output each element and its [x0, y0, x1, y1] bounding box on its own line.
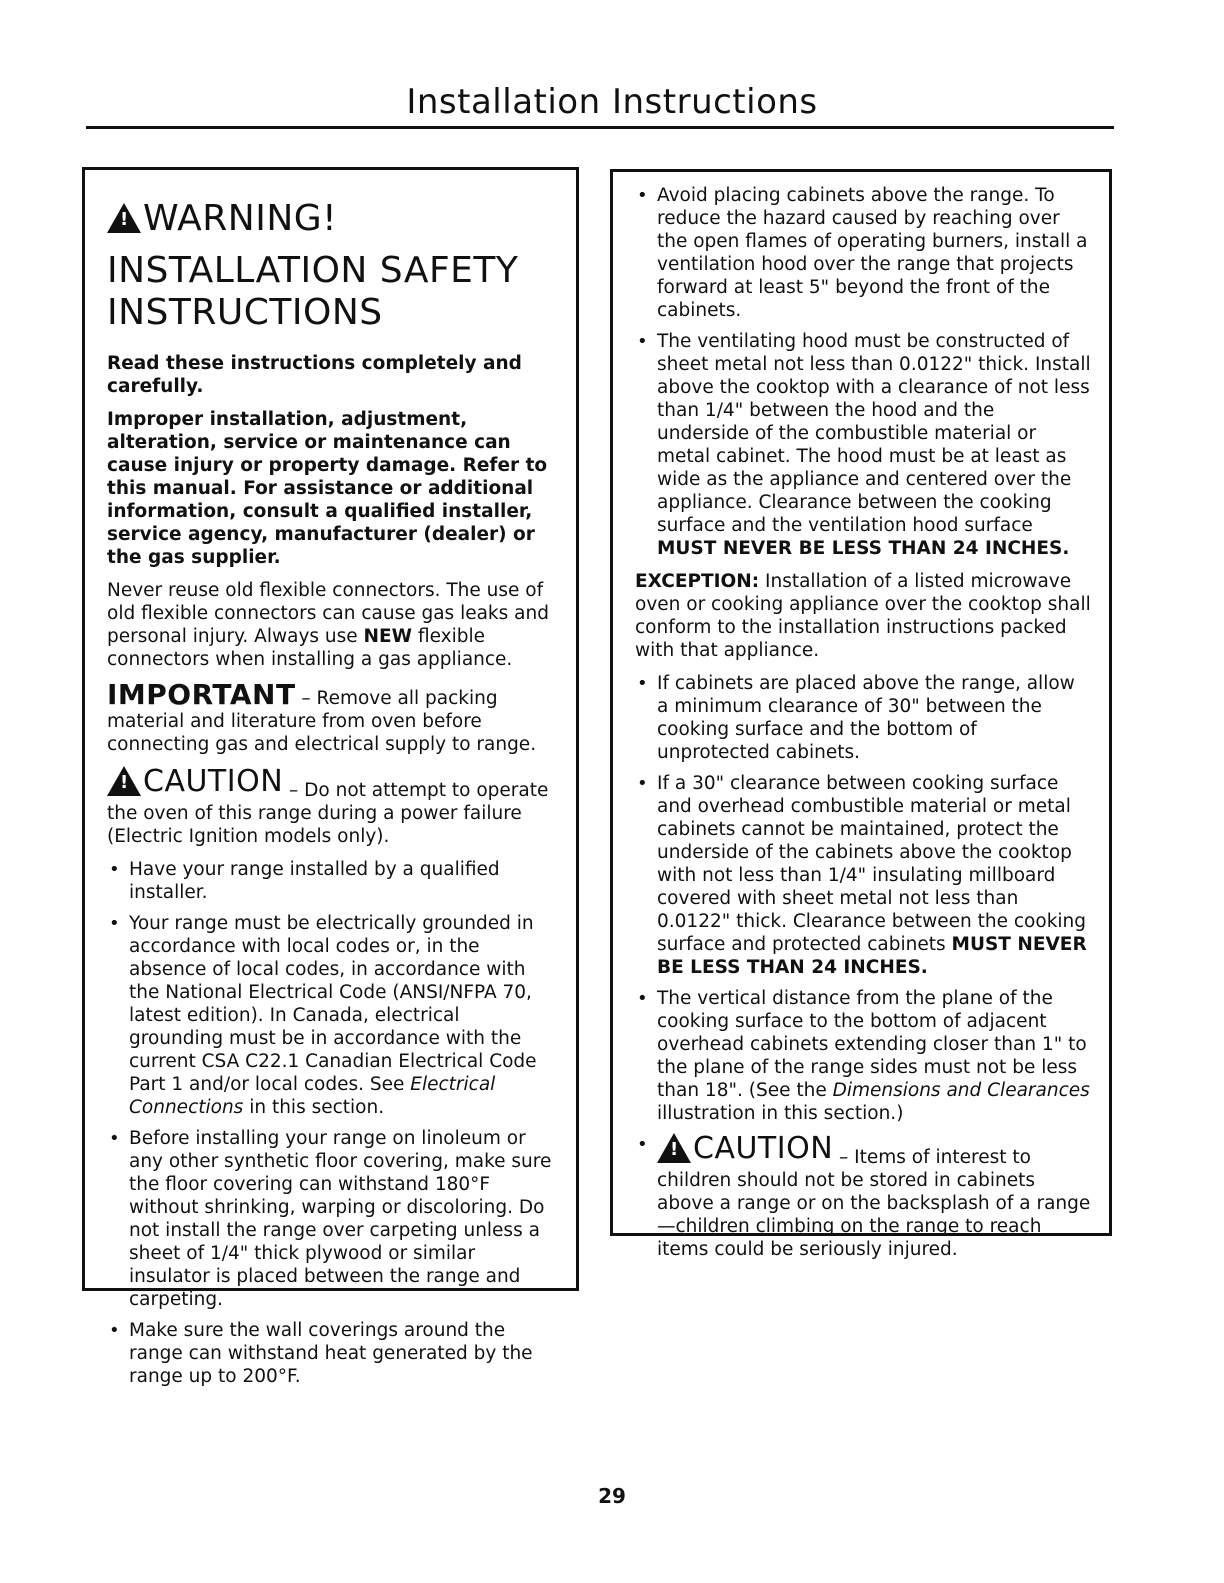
- list-item: [107, 858, 558, 904]
- bullet-emphasis: MUST NEVER BE LESS THAN 24 INCHES.: [657, 538, 1070, 559]
- bullet-text: If a 30" clearance between cooking surface and overhead combustible material or metal cabinets cannot be maintained, protect the underside of the cabinets above the cooktop with not less than 1/4" insulating millboard covered with sheet metal not less than 0.0122" thick. Clearance between the cooking surface and protected cabinets: [657, 773, 1087, 955]
- bullet-text: The ventilating hood must be constructed of sheet metal not less than 0.0122" thick. Install above the cooktop with a clearance of not less than 1/4" between the hood and the underside of the combustible material or metal cabinet. The hood must be at least as wide as the appliance and centered over the appliance. Clearance between the cooking surface and the ventilation hood surface: [657, 331, 1091, 536]
- read-instructions: Read these instructions completely and carefully.: [107, 353, 522, 397]
- safety-title: [107, 250, 558, 334]
- left-bullet-list: [107, 858, 558, 1388]
- safety-title-line-1: INSTALLATION SAFETY: [107, 250, 519, 291]
- important-paragraph: [107, 678, 558, 756]
- exception-label: EXCEPTION:: [635, 571, 760, 592]
- bullet-text: in this section.: [243, 1097, 385, 1118]
- right-bullet-list-1: [635, 184, 1091, 560]
- bullet-emphasis: MUST NEVER BE LESS THAN 24 INCHES.: [657, 934, 1087, 978]
- caution-triangle-icon: [107, 766, 141, 796]
- list-item: [635, 772, 1091, 979]
- list-item: [635, 987, 1091, 1125]
- connectors-text-2: flexible connectors when installing a gas appliance.: [107, 626, 513, 670]
- important-label: IMPORTANT: [107, 678, 296, 711]
- bullet-text: If cabinets are placed above the range, allow a minimum clearance of 30" between the cooking surface and the bottom of unprotected cabinets.: [657, 673, 1075, 763]
- caution-text: – Items of interest to children should not be stored in cabinets above a range or on the backsplash of a range—children climbing on the range to reach items could be seriously injured.: [657, 1147, 1091, 1260]
- important-text: – Remove all packing material and literature from oven before connecting gas and electrical supply to range.: [107, 688, 537, 755]
- page-number: 29: [598, 1484, 626, 1508]
- bullet-text: Before installing your range on linoleum or any other synthetic floor covering, make sure the floor covering can withstand 180°F without shrinking, warping or discoloring. Do not install the range over carpeting unless a sheet of 1/4" thick plywood or similar insulator is placed between the range and carpeting.: [129, 1128, 552, 1310]
- caution-triangle-icon: [657, 1133, 691, 1163]
- list-item: [635, 1130, 1091, 1261]
- list-item: [635, 184, 1091, 322]
- bullet-text: Your range must be electrically grounded in accordance with local codes or, in the absence of local codes, in accordance with the National Electrical Code (ANSI/NFPA 70, latest edition). In Canada, electrical grounding must be in accordance with the current CSA C22.1 Canadian Electrical Code Part 1 and/or local codes. See: [129, 913, 537, 1095]
- list-item: [635, 672, 1091, 764]
- list-item: [107, 912, 558, 1119]
- bullet-text: Make sure the wall coverings around the range can withstand heat generated by the range up to 200°F.: [129, 1320, 533, 1387]
- improper-installation-notice: Improper installation, adjustment, alteration, service or maintenance can cause injury or property damage. Refer to this manual. For assistance or additional information, consult a qualified installer, service agency, manufacturer (dealer) or the gas supplier.: [107, 409, 548, 568]
- bullet-text: Avoid placing cabinets above the range. To reduce the hazard caused by reaching over the open flames of operating burners, install a ventilation hood over the range that projects forward at least 5" beyond the front of the cabinets.: [657, 185, 1088, 321]
- right-bullet-list-2: [635, 672, 1091, 1261]
- page-title: Installation Instructions: [406, 82, 818, 122]
- list-item: [635, 330, 1091, 560]
- connectors-new: NEW: [363, 626, 413, 647]
- list-item: [107, 1127, 558, 1311]
- electrical-connections-reference: Electrical Connections: [129, 1074, 496, 1118]
- exception-text: Installation of a listed microwave oven or cooking appliance over the cooktop shall conform to the installation instructions packed with that appliance.: [635, 571, 1091, 661]
- warning-heading: [107, 194, 558, 242]
- bullet-text: The vertical distance from the plane of the cooking surface to the bottom of adjacent overhead cabinets extending closer than 1" to the plane of the range sides must not be less than 18". (See the: [657, 988, 1087, 1101]
- cabinet-clearance-box: [610, 169, 1112, 1260]
- caution-paragraph: [107, 763, 558, 848]
- warning-title: WARNING!: [143, 197, 338, 239]
- title-rule: [86, 126, 1114, 129]
- bullet-text: Have your range installed by a qualified installer.: [129, 859, 500, 903]
- warning-triangle-icon: [107, 203, 141, 233]
- dimensions-reference: Dimensions and Clearances: [832, 1080, 1090, 1101]
- bullet-text: illustration in this section.): [657, 1103, 904, 1124]
- caution-heading: [657, 1130, 834, 1166]
- caution-heading: [107, 763, 284, 799]
- caution-text: – Do not attempt to operate the oven of this range during a power failure (Electric Ignition models only).: [107, 780, 549, 847]
- connectors-paragraph: [107, 579, 558, 671]
- safety-title-line-2: INSTRUCTIONS: [107, 292, 383, 333]
- caution-label: • CAUTION: [693, 1130, 834, 1166]
- list-item: [107, 1319, 558, 1388]
- safety-warning-box: [82, 167, 579, 1387]
- connectors-text-1: Never reuse old flexible connectors. The use of old flexible connectors can cause gas leaks and personal injury. Always use: [107, 580, 549, 647]
- exception-paragraph: [635, 570, 1091, 662]
- caution-label: CAUTION: [143, 763, 284, 799]
